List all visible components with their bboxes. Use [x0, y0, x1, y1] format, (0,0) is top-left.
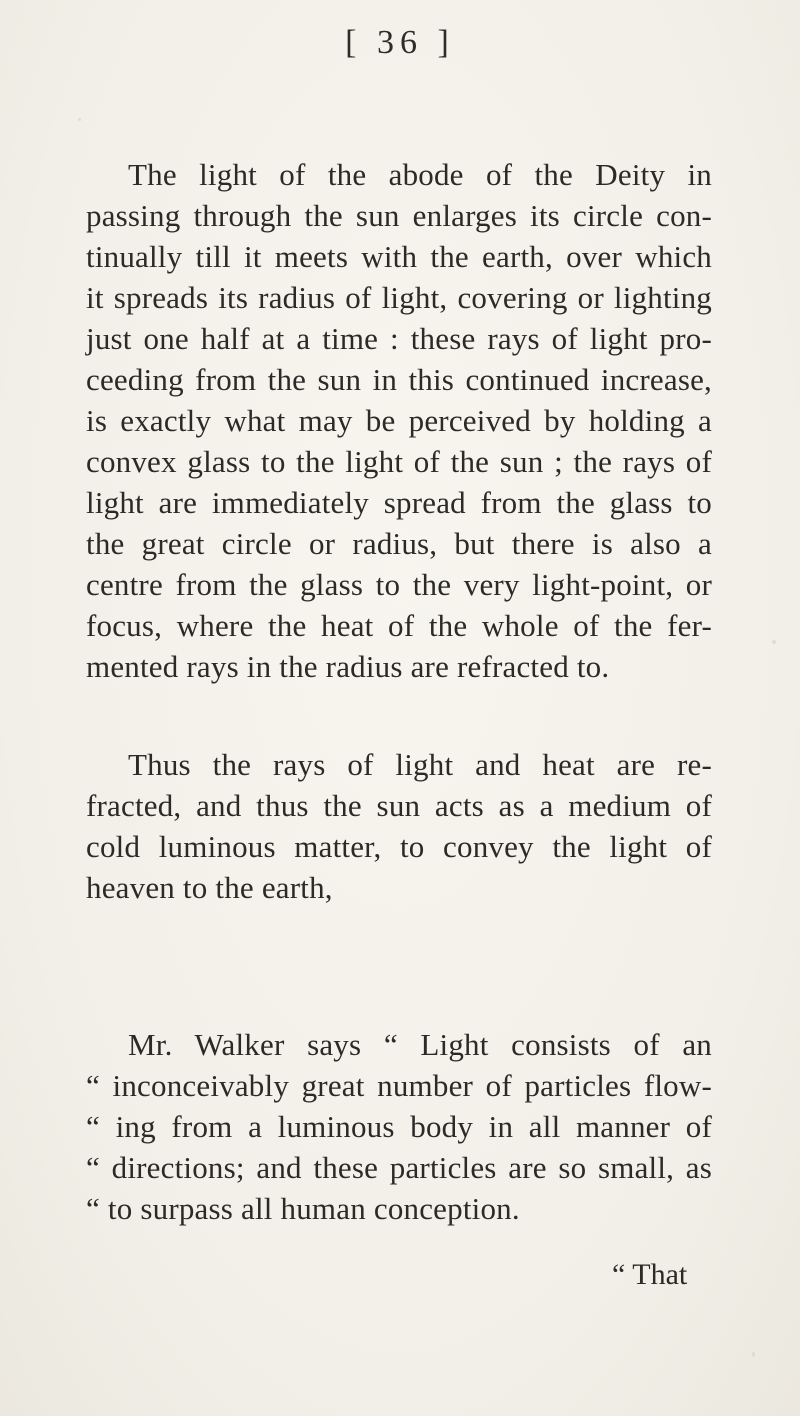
- text-line: it spreads its radius of light, covering or lighting: [86, 280, 712, 315]
- foxing-speck: [78, 118, 81, 121]
- text-line: cold luminous matter, to convey the light of: [86, 829, 712, 864]
- foxing-speck: [772, 640, 776, 644]
- text-line: the great circle or radius, but there is also a: [86, 526, 712, 561]
- text-line: “ to surpass all human conception.: [86, 1191, 520, 1226]
- foxing-speck: [752, 1352, 755, 1357]
- page-number: [ 36 ]: [345, 24, 455, 61]
- catchword: “ That: [612, 1258, 688, 1291]
- text-line: “ inconceivably great number of particles flow-: [86, 1068, 712, 1103]
- text-line: passing through the sun enlarges its circle con-: [86, 198, 712, 233]
- text-line: tinually till it meets with the earth, over which: [86, 239, 712, 274]
- text-line: ceeding from the sun in this continued increase,: [86, 362, 712, 397]
- paragraph-2: [86, 744, 712, 908]
- text-line: “ directions; and these particles are so small, as: [86, 1150, 712, 1185]
- paragraph-3: [86, 1024, 712, 1229]
- text-line: Mr. Walker says “ Light consists of an: [128, 1027, 712, 1062]
- text-line: heaven to the earth,: [86, 870, 333, 905]
- text-line: fracted, and thus the sun acts as a medium of: [86, 788, 712, 823]
- text-line: focus, where the heat of the whole of the fer-: [86, 608, 712, 643]
- text-line: Thus the rays of light and heat are re-: [128, 747, 712, 782]
- text-line: centre from the glass to the very light-point, or: [86, 567, 712, 602]
- text-line: just one half at a time : these rays of light pro-: [86, 321, 712, 356]
- text-line: convex glass to the light of the sun ; the rays of: [86, 444, 712, 479]
- text-line: “ ing from a luminous body in all manner of: [86, 1109, 712, 1144]
- text-line: mented rays in the radius are refracted to.: [86, 649, 610, 684]
- text-line: The light of the abode of the Deity in: [128, 157, 712, 192]
- text-line: is exactly what may be perceived by holding a: [86, 403, 712, 438]
- text-line: light are immediately spread from the glass to: [86, 485, 712, 520]
- paragraph-1: [86, 154, 712, 687]
